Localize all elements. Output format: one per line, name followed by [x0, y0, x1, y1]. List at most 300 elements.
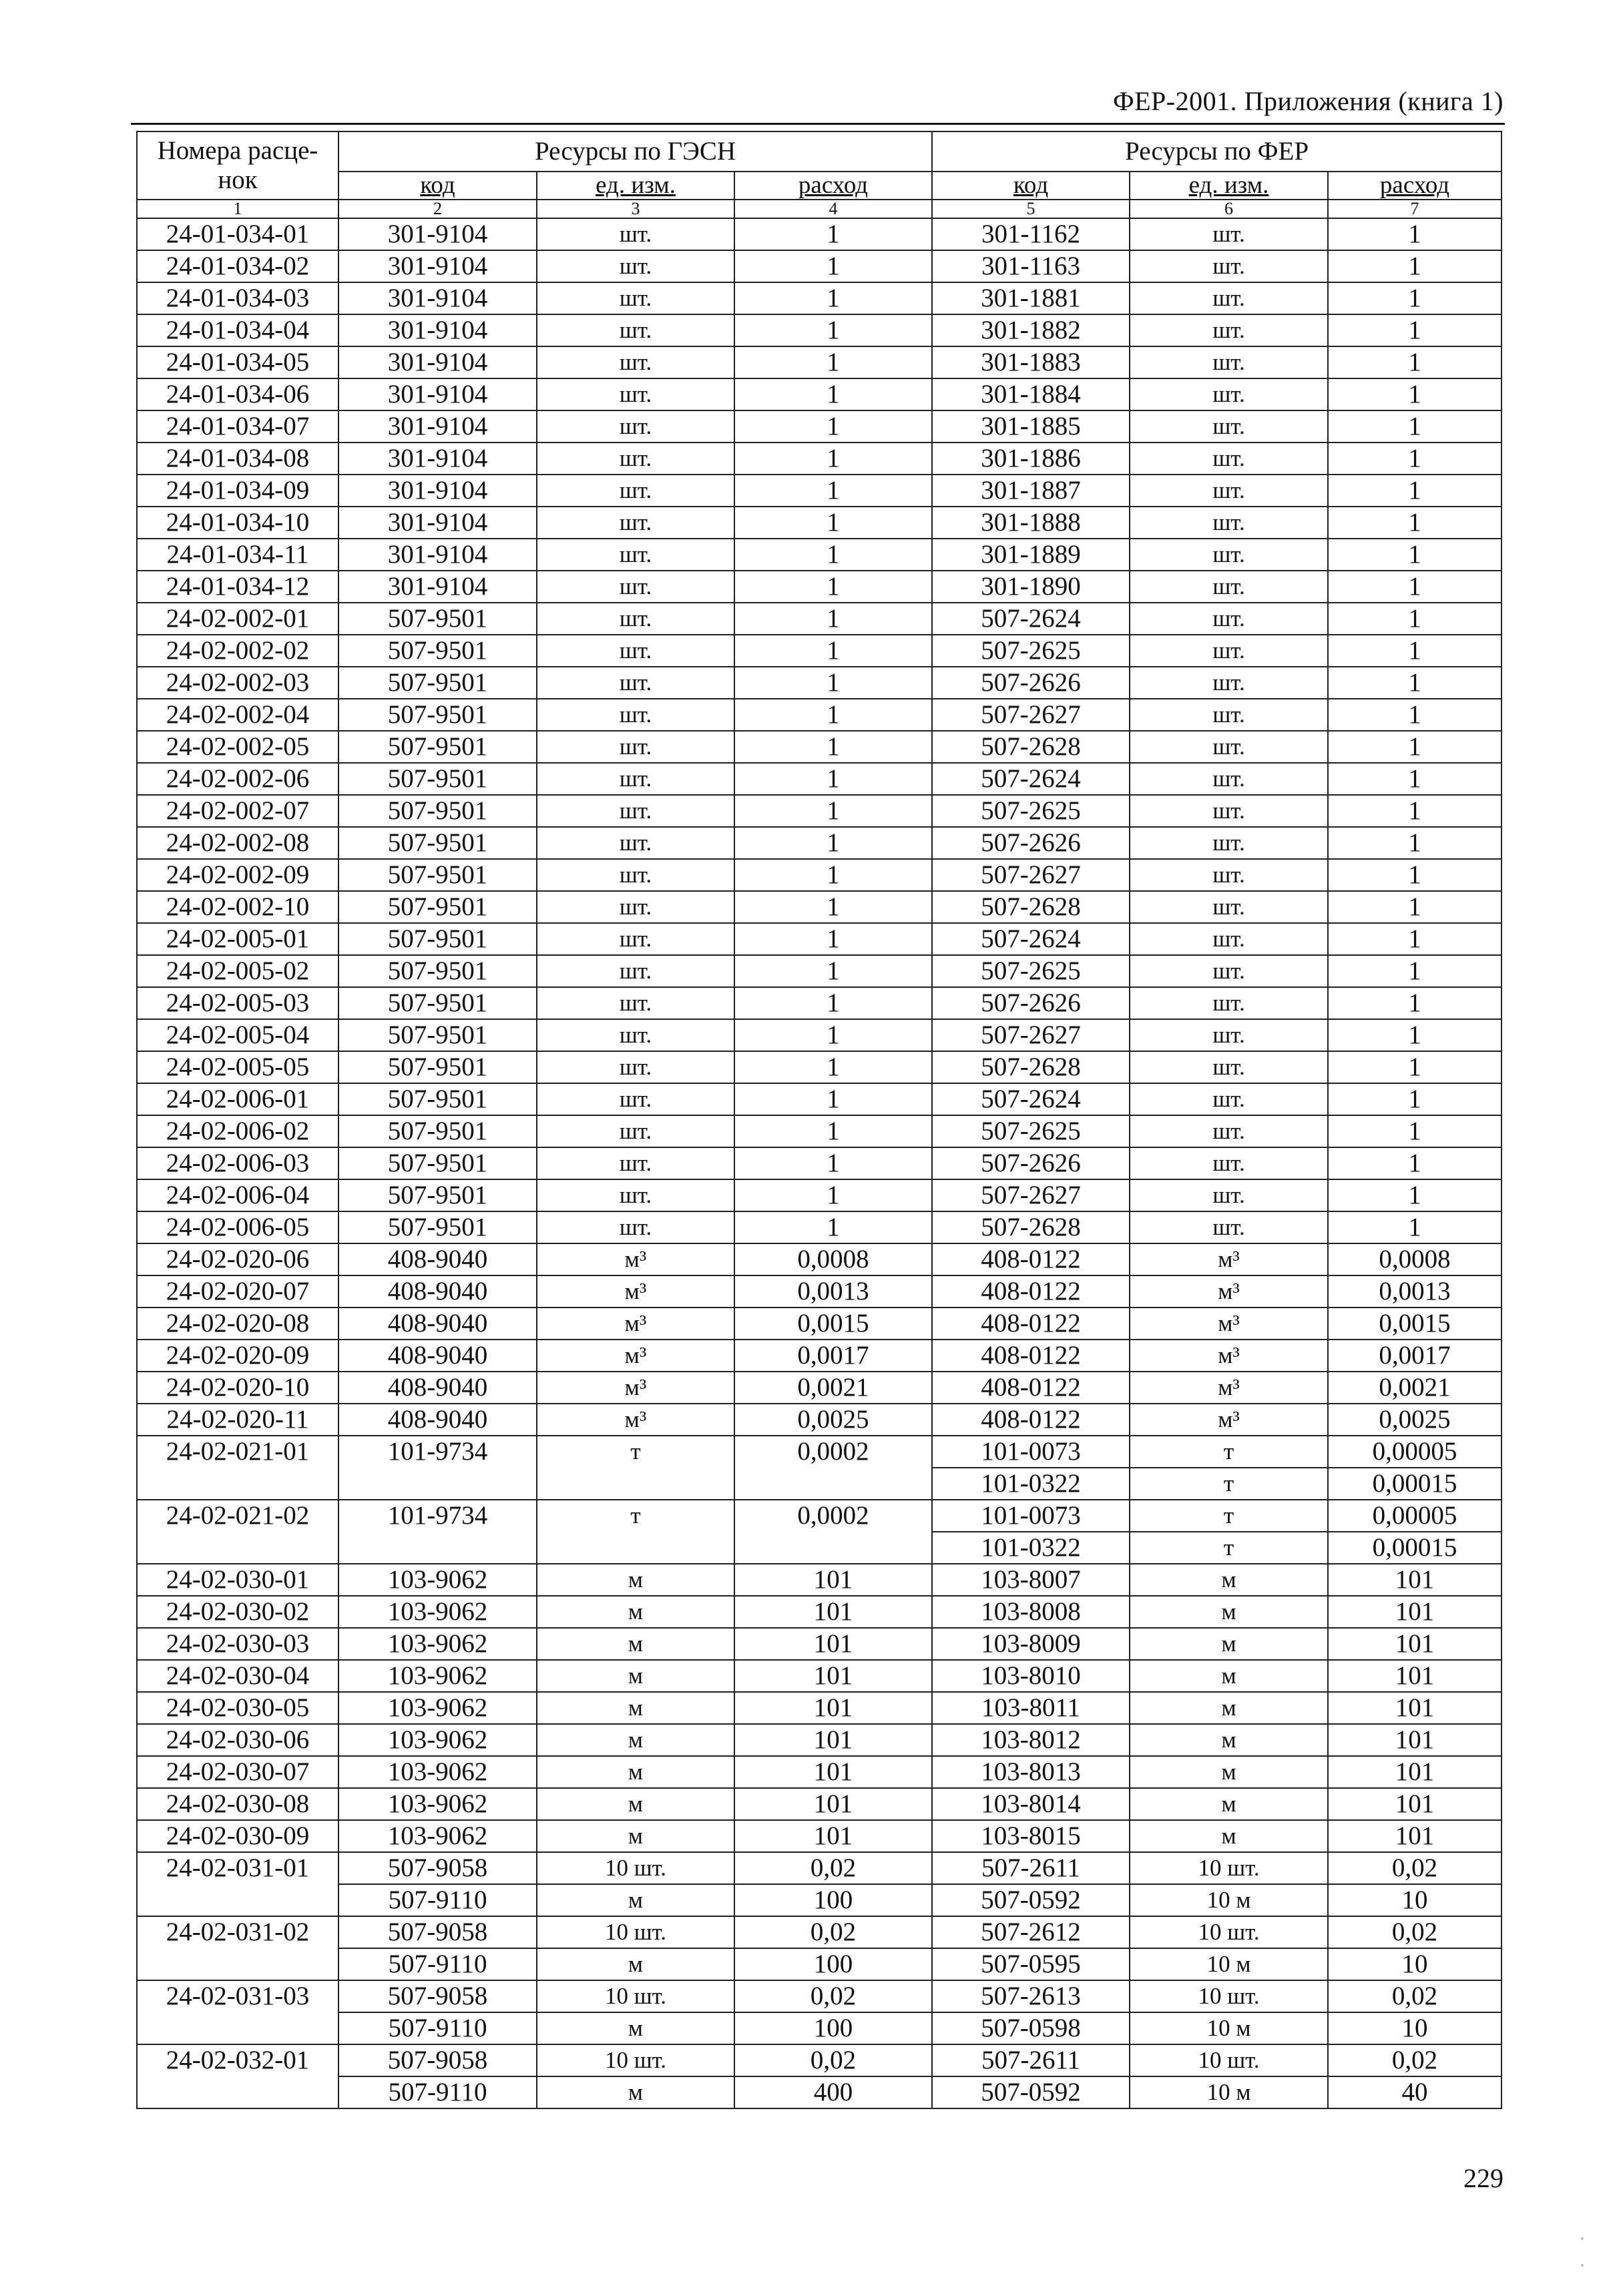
table-row — [137, 1820, 1502, 1852]
gesn-unit-cell: шт. — [537, 603, 734, 635]
rate-number-cell: 24-02-005-01 — [137, 923, 338, 955]
fer-consumption-cell: 0,0021 — [1328, 1372, 1502, 1404]
table-row — [137, 1756, 1502, 1788]
column-number: 7 — [1328, 200, 1502, 218]
rate-number-cell: 24-02-002-08 — [137, 827, 338, 859]
fer-consumption-cell: 10 — [1328, 1948, 1502, 1980]
rate-number-cell: 24-02-006-01 — [137, 1083, 338, 1115]
rate-number-cell: 24-02-032-01 — [137, 2044, 338, 2108]
gesn-unit-cell: м — [537, 1788, 734, 1820]
fer-consumption-cell: 1 — [1328, 539, 1502, 571]
gesn-code-cell: 301-9104 — [338, 250, 537, 282]
fer-consumption-cell: 101 — [1328, 1756, 1502, 1788]
fer-code-cell: 408-0122 — [932, 1404, 1130, 1436]
gesn-unit-cell: шт. — [537, 667, 734, 699]
fer-code-cell: 101-0322 — [932, 1532, 1130, 1564]
gesn-unit-cell: шт. — [537, 923, 734, 955]
rate-number-cell: 24-02-031-01 — [137, 1852, 338, 1916]
gesn-code-cell: 301-9104 — [338, 443, 537, 475]
fer-consumption-cell: 0,00015 — [1328, 1468, 1502, 1500]
table-row — [137, 731, 1502, 763]
resource-table — [136, 131, 1502, 2109]
gesn-unit-cell: шт. — [537, 1115, 734, 1147]
table-row — [137, 218, 1502, 250]
running-header: ФЕР-2001. Приложения (книга 1) — [1113, 86, 1504, 116]
rate-number-cell: 24-01-034-12 — [137, 571, 338, 603]
fer-code-cell: 301-1887 — [932, 475, 1130, 507]
fer-unit-cell: шт. — [1130, 346, 1328, 378]
fer-code-cell: 301-1884 — [932, 378, 1130, 410]
fer-code-cell: 301-1881 — [932, 282, 1130, 314]
fer-code-cell: 103-8010 — [932, 1660, 1130, 1692]
gesn-consumption-cell: 101 — [734, 1564, 932, 1596]
gesn-unit-cell: м — [537, 1564, 734, 1596]
gesn-unit-cell: шт. — [537, 1211, 734, 1243]
gesn-code-cell: 507-9501 — [338, 635, 537, 667]
fer-unit-cell: шт. — [1130, 218, 1328, 250]
fer-consumption-cell: 101 — [1328, 1788, 1502, 1820]
fer-code-cell: 103-8013 — [932, 1756, 1130, 1788]
fer-consumption-cell: 1 — [1328, 795, 1502, 827]
fer-consumption-cell: 1 — [1328, 1115, 1502, 1147]
fer-unit-cell: шт. — [1130, 635, 1328, 667]
gesn-code-cell: 103-9062 — [338, 1628, 537, 1660]
fer-unit-cell: шт. — [1130, 987, 1328, 1019]
table-row — [137, 314, 1502, 346]
fer-unit-cell: шт. — [1130, 314, 1328, 346]
gesn-unit-cell: м — [537, 1724, 734, 1756]
gesn-code-cell: 507-9501 — [338, 1115, 537, 1147]
gesn-consumption-cell: 100 — [734, 2012, 932, 2044]
fer-consumption-cell: 1 — [1328, 1019, 1502, 1051]
rate-number-cell: 24-02-030-09 — [137, 1820, 338, 1852]
gesn-consumption-cell: 1 — [734, 539, 932, 571]
gesn-code-cell: 507-9501 — [338, 827, 537, 859]
gesn-consumption-cell: 0,0013 — [734, 1275, 932, 1308]
fer-unit-cell: шт. — [1130, 827, 1328, 859]
table-row — [137, 955, 1502, 987]
table-row — [137, 1275, 1502, 1308]
table-row — [137, 1051, 1502, 1083]
fer-unit-cell: шт. — [1130, 1211, 1328, 1243]
fer-consumption-cell: 1 — [1328, 1147, 1502, 1179]
header-row-column-numbers — [137, 200, 1502, 218]
table-row — [137, 603, 1502, 635]
gesn-unit-cell: м — [537, 1628, 734, 1660]
fer-unit-cell: шт. — [1130, 443, 1328, 475]
rate-number-cell: 24-01-034-04 — [137, 314, 338, 346]
gesn-unit-cell: шт. — [537, 250, 734, 282]
gesn-unit-cell: шт. — [537, 1019, 734, 1051]
rate-number-cell: 24-02-030-06 — [137, 1724, 338, 1756]
gesn-unit-cell: шт. — [537, 1147, 734, 1179]
gesn-consumption-cell: 1 — [734, 346, 932, 378]
column-number: 6 — [1130, 200, 1328, 218]
gesn-code-cell: 301-9104 — [338, 346, 537, 378]
fer-unit-cell: м³ — [1130, 1372, 1328, 1404]
fer-unit-cell: т — [1130, 1500, 1328, 1532]
table-body — [137, 218, 1502, 2108]
fer-consumption-cell: 0,0017 — [1328, 1340, 1502, 1372]
gesn-consumption-cell: 101 — [734, 1788, 932, 1820]
fer-code-cell: 507-0592 — [932, 2076, 1130, 2108]
gesn-consumption-cell: 1 — [734, 667, 932, 699]
fer-unit-cell: м — [1130, 1628, 1328, 1660]
gesn-unit-cell: м³ — [537, 1243, 734, 1275]
gesn-unit-cell: м — [537, 2012, 734, 2044]
table-row — [137, 987, 1502, 1019]
fer-code-cell: 507-2626 — [932, 987, 1130, 1019]
table-row — [137, 763, 1502, 795]
gesn-consumption-cell: 1 — [734, 731, 932, 763]
gesn-consumption-cell: 0,02 — [734, 1852, 932, 1884]
rate-number-cell: 24-02-021-02 — [137, 1500, 338, 1564]
fer-unit-cell: шт. — [1130, 1147, 1328, 1179]
gesn-code-cell: 301-9104 — [338, 539, 537, 571]
sub-header-gesn-unit: ед. изм. — [537, 172, 734, 200]
gesn-code-cell: 507-9110 — [338, 1884, 537, 1916]
gesn-code-cell: 408-9040 — [338, 1275, 537, 1308]
rate-number-cell: 24-02-020-11 — [137, 1404, 338, 1436]
gesn-code-cell: 507-9501 — [338, 1211, 537, 1243]
gesn-code-cell: 507-9058 — [338, 1980, 537, 2012]
fer-consumption-cell: 1 — [1328, 250, 1502, 282]
table-row — [137, 923, 1502, 955]
gesn-consumption-cell: 1 — [734, 443, 932, 475]
rate-number-cell: 24-02-020-08 — [137, 1308, 338, 1340]
table-row — [137, 1436, 1502, 1468]
gesn-code-cell: 301-9104 — [338, 507, 537, 539]
gesn-unit-cell: м — [537, 1660, 734, 1692]
gesn-unit-cell: шт. — [537, 699, 734, 731]
fer-code-cell: 408-0122 — [932, 1372, 1130, 1404]
table-row — [137, 1147, 1502, 1179]
gesn-unit-cell: м — [537, 1692, 734, 1724]
fer-code-cell: 507-2613 — [932, 1980, 1130, 2012]
gesn-code-cell: 507-9058 — [338, 1916, 537, 1948]
fer-unit-cell: шт. — [1130, 699, 1328, 731]
rate-number-cell: 24-02-006-04 — [137, 1179, 338, 1211]
gesn-code-cell: 103-9062 — [338, 1724, 537, 1756]
gesn-consumption-cell: 0,02 — [734, 1980, 932, 2012]
fer-unit-cell: 10 шт. — [1130, 2044, 1328, 2076]
rate-number-cell: 24-02-031-03 — [137, 1980, 338, 2044]
gesn-consumption-cell: 0,0008 — [734, 1243, 932, 1275]
fer-consumption-cell: 0,02 — [1328, 1980, 1502, 2012]
rate-number-cell: 24-02-030-04 — [137, 1660, 338, 1692]
page-number: 229 — [1463, 2163, 1504, 2193]
gesn-code-cell: 507-9501 — [338, 795, 537, 827]
header-row-groups — [137, 131, 1502, 172]
fer-unit-cell: м³ — [1130, 1404, 1328, 1436]
col-header-rates-label: Номера расце-нок — [157, 136, 318, 194]
table-row — [137, 1308, 1502, 1340]
gesn-consumption-cell: 101 — [734, 1724, 932, 1756]
table-row — [137, 635, 1502, 667]
gesn-unit-cell: м — [537, 1948, 734, 1980]
gesn-consumption-cell: 1 — [734, 603, 932, 635]
gesn-consumption-cell: 1 — [734, 1019, 932, 1051]
fer-code-cell: 507-2624 — [932, 603, 1130, 635]
fer-code-cell: 301-1883 — [932, 346, 1130, 378]
gesn-code-cell: 408-9040 — [338, 1243, 537, 1275]
gesn-code-cell: 301-9104 — [338, 571, 537, 603]
gesn-unit-cell: шт. — [537, 1051, 734, 1083]
fer-consumption-cell: 1 — [1328, 346, 1502, 378]
table-row — [137, 1340, 1502, 1372]
fer-unit-cell: шт. — [1130, 539, 1328, 571]
rate-number-cell: 24-02-030-07 — [137, 1756, 338, 1788]
fer-consumption-cell: 101 — [1328, 1660, 1502, 1692]
fer-consumption-cell: 101 — [1328, 1564, 1502, 1596]
rate-number-cell: 24-02-002-10 — [137, 891, 338, 923]
fer-code-cell: 101-0073 — [932, 1436, 1130, 1468]
gesn-unit-cell: шт. — [537, 1179, 734, 1211]
fer-unit-cell: шт. — [1130, 378, 1328, 410]
col-header-rates — [137, 131, 338, 200]
gesn-code-cell: 507-9501 — [338, 987, 537, 1019]
gesn-code-cell: 101-9734 — [338, 1436, 537, 1500]
fer-consumption-cell: 1 — [1328, 667, 1502, 699]
fer-unit-cell: шт. — [1130, 1083, 1328, 1115]
rate-number-cell: 24-02-030-02 — [137, 1596, 338, 1628]
fer-code-cell: 507-2627 — [932, 1179, 1130, 1211]
table-row — [137, 1019, 1502, 1051]
fer-code-cell: 507-2626 — [932, 667, 1130, 699]
fer-consumption-cell: 1 — [1328, 1211, 1502, 1243]
table-row — [137, 1596, 1502, 1628]
gesn-code-cell: 301-9104 — [338, 410, 537, 443]
rate-number-cell: 24-01-034-08 — [137, 443, 338, 475]
fer-consumption-cell: 10 — [1328, 1884, 1502, 1916]
fer-consumption-cell: 0,0025 — [1328, 1404, 1502, 1436]
gesn-consumption-cell: 400 — [734, 2076, 932, 2108]
gesn-consumption-cell: 1 — [734, 1083, 932, 1115]
fer-code-cell: 101-0322 — [932, 1468, 1130, 1500]
fer-code-cell: 301-1890 — [932, 571, 1130, 603]
table-row — [137, 1243, 1502, 1275]
table-row — [137, 539, 1502, 571]
gesn-code-cell: 507-9110 — [338, 1948, 537, 1980]
fer-code-cell: 507-2628 — [932, 1211, 1130, 1243]
gesn-unit-cell: т — [537, 1436, 734, 1500]
fer-code-cell: 301-1162 — [932, 218, 1130, 250]
rate-number-cell: 24-02-002-04 — [137, 699, 338, 731]
fer-unit-cell: шт. — [1130, 571, 1328, 603]
gesn-code-cell: 301-9104 — [338, 218, 537, 250]
gesn-code-cell: 507-9501 — [338, 1019, 537, 1051]
table-row — [137, 795, 1502, 827]
gesn-unit-cell: шт. — [537, 1083, 734, 1115]
fer-unit-cell: м³ — [1130, 1243, 1328, 1275]
fer-consumption-cell: 1 — [1328, 571, 1502, 603]
fer-unit-cell: м — [1130, 1564, 1328, 1596]
fer-unit-cell: 10 шт. — [1130, 1852, 1328, 1884]
gesn-unit-cell: шт. — [537, 827, 734, 859]
gesn-unit-cell: шт. — [537, 987, 734, 1019]
table-row — [137, 1980, 1502, 2012]
gesn-code-cell: 507-9501 — [338, 1083, 537, 1115]
rate-number-cell: 24-01-034-01 — [137, 218, 338, 250]
sub-header-fer-unit: ед. изм. — [1130, 172, 1328, 200]
fer-code-cell: 507-2625 — [932, 955, 1130, 987]
rate-number-cell: 24-01-034-07 — [137, 410, 338, 443]
fer-code-cell: 507-2626 — [932, 827, 1130, 859]
fer-unit-cell: шт. — [1130, 603, 1328, 635]
gesn-unit-cell: шт. — [537, 410, 734, 443]
group-header-gesn: Ресурсы по ГЭСН — [338, 131, 932, 172]
rate-number-cell: 24-02-031-02 — [137, 1916, 338, 1980]
rate-number-cell: 24-02-030-08 — [137, 1788, 338, 1820]
gesn-code-cell: 408-9040 — [338, 1372, 537, 1404]
fer-unit-cell: м³ — [1130, 1308, 1328, 1340]
gesn-code-cell: 103-9062 — [338, 1692, 537, 1724]
fer-consumption-cell: 1 — [1328, 827, 1502, 859]
gesn-consumption-cell: 100 — [734, 1884, 932, 1916]
fer-code-cell: 408-0122 — [932, 1340, 1130, 1372]
fer-unit-cell: шт. — [1130, 923, 1328, 955]
fer-consumption-cell: 1 — [1328, 603, 1502, 635]
fer-unit-cell: 10 м — [1130, 1884, 1328, 1916]
fer-consumption-cell: 1 — [1328, 378, 1502, 410]
gesn-unit-cell: м³ — [537, 1340, 734, 1372]
table-row-continuation — [137, 1948, 1502, 1980]
gesn-unit-cell: шт. — [537, 795, 734, 827]
rate-number-cell: 24-01-034-09 — [137, 475, 338, 507]
fer-consumption-cell: 1 — [1328, 731, 1502, 763]
fer-unit-cell: т — [1130, 1436, 1328, 1468]
fer-unit-cell: шт. — [1130, 955, 1328, 987]
rate-number-cell: 24-02-020-06 — [137, 1243, 338, 1275]
gesn-consumption-cell: 100 — [734, 1948, 932, 1980]
gesn-unit-cell: шт. — [537, 891, 734, 923]
fer-consumption-cell: 101 — [1328, 1724, 1502, 1756]
gesn-code-cell: 507-9501 — [338, 955, 537, 987]
fer-consumption-cell: 10 — [1328, 2012, 1502, 2044]
fer-unit-cell: шт. — [1130, 763, 1328, 795]
fer-code-cell: 507-0598 — [932, 2012, 1130, 2044]
gesn-unit-cell: шт. — [537, 635, 734, 667]
gesn-consumption-cell: 101 — [734, 1692, 932, 1724]
fer-consumption-cell: 0,0015 — [1328, 1308, 1502, 1340]
gesn-unit-cell: шт. — [537, 475, 734, 507]
gesn-code-cell: 507-9501 — [338, 731, 537, 763]
gesn-code-cell: 507-9501 — [338, 763, 537, 795]
table-row — [137, 571, 1502, 603]
fer-code-cell: 507-0592 — [932, 1884, 1130, 1916]
fer-code-cell: 301-1888 — [932, 507, 1130, 539]
fer-consumption-cell: 1 — [1328, 635, 1502, 667]
table-row — [137, 346, 1502, 378]
gesn-consumption-cell: 1 — [734, 1115, 932, 1147]
fer-unit-cell: шт. — [1130, 1019, 1328, 1051]
fer-code-cell: 301-1885 — [932, 410, 1130, 443]
sub-header-fer-consumption: расход — [1328, 172, 1502, 200]
table-row — [137, 1083, 1502, 1115]
fer-code-cell: 507-2628 — [932, 731, 1130, 763]
gesn-code-cell: 507-9501 — [338, 1179, 537, 1211]
gesn-consumption-cell: 1 — [734, 378, 932, 410]
gesn-consumption-cell: 1 — [734, 1051, 932, 1083]
fer-unit-cell: м — [1130, 1724, 1328, 1756]
rate-number-cell: 24-02-030-03 — [137, 1628, 338, 1660]
fer-code-cell: 507-2625 — [932, 1115, 1130, 1147]
sub-header-fer-code: код — [932, 172, 1130, 200]
table-row — [137, 1916, 1502, 1948]
gesn-consumption-cell: 0,02 — [734, 2044, 932, 2076]
fer-code-cell: 507-2628 — [932, 891, 1130, 923]
table-row — [137, 507, 1502, 539]
fer-consumption-cell: 40 — [1328, 2076, 1502, 2108]
gesn-unit-cell: м — [537, 1596, 734, 1628]
rate-number-cell: 24-02-002-05 — [137, 731, 338, 763]
gesn-consumption-cell: 0,0017 — [734, 1340, 932, 1372]
gesn-code-cell: 507-9501 — [338, 859, 537, 891]
gesn-code-cell: 103-9062 — [338, 1788, 537, 1820]
gesn-code-cell: 507-9501 — [338, 923, 537, 955]
rate-number-cell: 24-02-020-07 — [137, 1275, 338, 1308]
gesn-code-cell: 507-9501 — [338, 1147, 537, 1179]
gesn-code-cell: 408-9040 — [338, 1340, 537, 1372]
table-row — [137, 667, 1502, 699]
fer-code-cell: 507-2626 — [932, 1147, 1130, 1179]
gesn-unit-cell: м — [537, 1820, 734, 1852]
gesn-code-cell: 408-9040 — [338, 1404, 537, 1436]
gesn-code-cell: 507-9501 — [338, 1051, 537, 1083]
gesn-code-cell: 301-9104 — [338, 314, 537, 346]
gesn-consumption-cell: 101 — [734, 1756, 932, 1788]
fer-code-cell: 408-0122 — [932, 1275, 1130, 1308]
rate-number-cell: 24-02-030-01 — [137, 1564, 338, 1596]
scan-speck — [1581, 2264, 1584, 2267]
fer-unit-cell: м — [1130, 1596, 1328, 1628]
table-row — [137, 1500, 1502, 1532]
fer-unit-cell: 10 м — [1130, 1948, 1328, 1980]
gesn-unit-cell: шт. — [537, 571, 734, 603]
gesn-unit-cell: м³ — [537, 1372, 734, 1404]
gesn-consumption-cell: 0,0021 — [734, 1372, 932, 1404]
fer-consumption-cell: 0,00005 — [1328, 1436, 1502, 1468]
fer-unit-cell: м — [1130, 1820, 1328, 1852]
fer-code-cell: 103-8008 — [932, 1596, 1130, 1628]
gesn-consumption-cell: 1 — [734, 314, 932, 346]
fer-unit-cell: т — [1130, 1532, 1328, 1564]
rate-number-cell: 24-02-002-01 — [137, 603, 338, 635]
fer-consumption-cell: 0,02 — [1328, 1852, 1502, 1884]
fer-unit-cell: шт. — [1130, 282, 1328, 314]
gesn-unit-cell: шт. — [537, 314, 734, 346]
table-row — [137, 2044, 1502, 2076]
fer-unit-cell: шт. — [1130, 667, 1328, 699]
fer-consumption-cell: 1 — [1328, 218, 1502, 250]
gesn-consumption-cell: 1 — [734, 763, 932, 795]
rate-number-cell: 24-02-002-03 — [137, 667, 338, 699]
gesn-code-cell: 103-9062 — [338, 1660, 537, 1692]
gesn-consumption-cell: 0,0025 — [734, 1404, 932, 1436]
rate-number-cell: 24-01-034-11 — [137, 539, 338, 571]
gesn-consumption-cell: 1 — [734, 699, 932, 731]
rate-number-cell: 24-02-005-05 — [137, 1051, 338, 1083]
fer-unit-cell: шт. — [1130, 795, 1328, 827]
table-row — [137, 827, 1502, 859]
fer-consumption-cell: 101 — [1328, 1692, 1502, 1724]
fer-code-cell: 507-0595 — [932, 1948, 1130, 1980]
rate-number-cell: 24-01-034-06 — [137, 378, 338, 410]
fer-unit-cell: 10 м — [1130, 2076, 1328, 2108]
rate-number-cell: 24-01-034-05 — [137, 346, 338, 378]
gesn-code-cell: 507-9110 — [338, 2076, 537, 2108]
fer-consumption-cell: 101 — [1328, 1628, 1502, 1660]
